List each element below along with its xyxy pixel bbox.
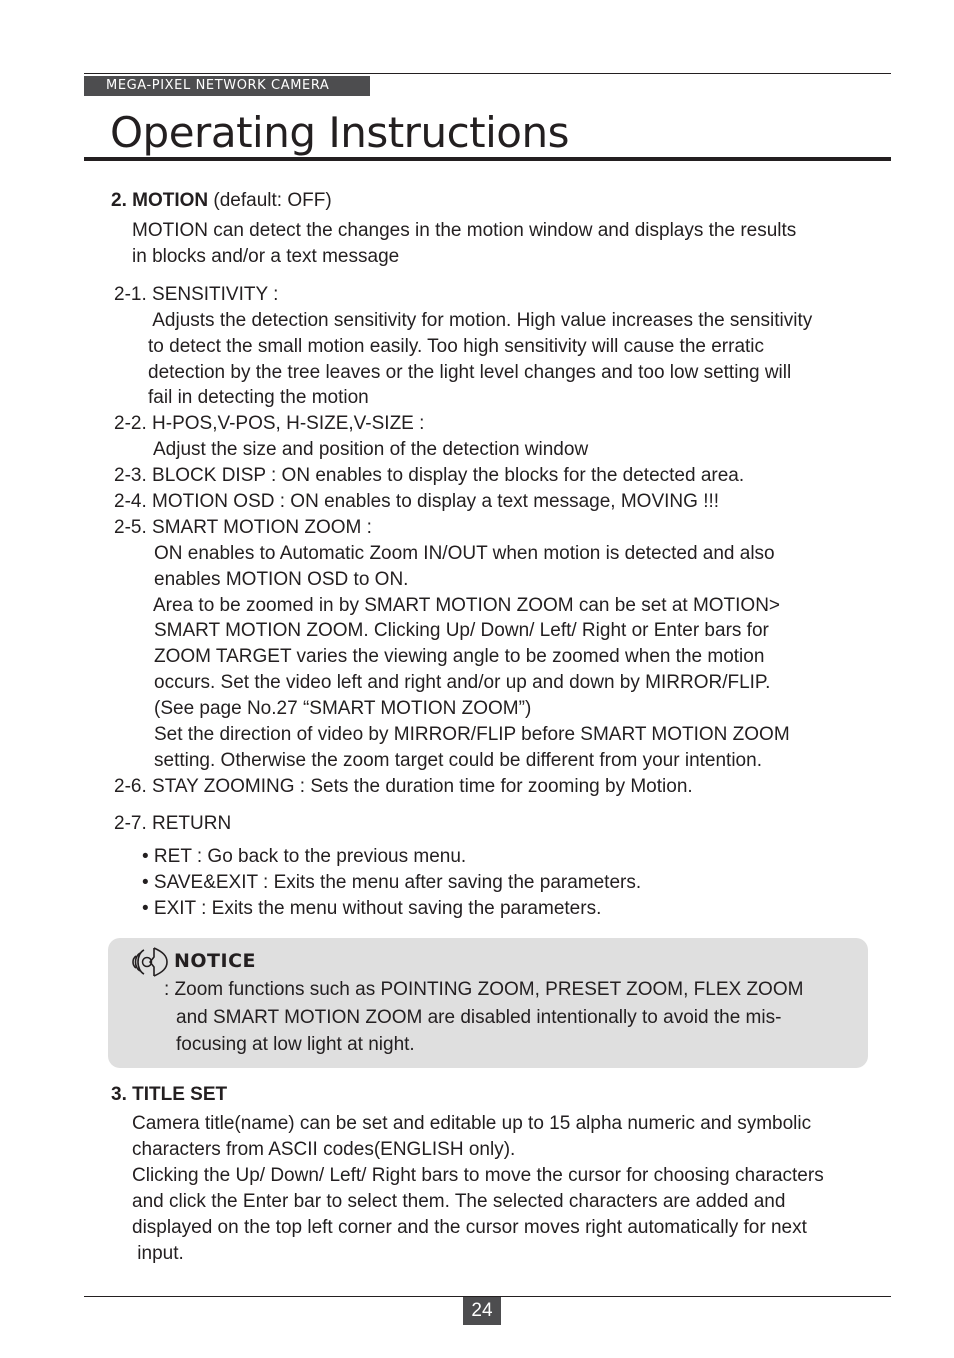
motion-osd: 2-4. MOTION OSD : ON enables to display a text message, MOVING !!! — [114, 491, 720, 512]
motion-desc-1: MOTION can detect the changes in the motion window and displays the results — [132, 220, 797, 241]
smz-line-7: (See page No.27 “SMART MOTION ZOOM”) — [154, 698, 532, 719]
notice-line-3: focusing at low light at night. — [176, 1034, 415, 1055]
bullet-save-exit: • SAVE&EXIT : Exits the menu after saving the parameters. — [142, 872, 642, 893]
header-tag: MEGA-PIXEL NETWORK CAMERA — [84, 76, 370, 96]
block-disp: 2-3. BLOCK DISP : ON enables to display the blocks for the detected area. — [114, 465, 745, 486]
smz-line-6: occurs. Set the video left and right and/or up and down by MIRROR/FLIP. — [154, 672, 771, 693]
sensitivity-line-3: detection by the tree leaves or the light level changes and too low setting will — [148, 362, 792, 383]
hpos-line-1: Adjust the size and position of the detection window — [153, 439, 589, 460]
hpos-title: 2-2. H-POS,V-POS, H-SIZE,V-SIZE : — [114, 413, 425, 434]
stay-zooming: 2-6. STAY ZOOMING : Sets the duration time for zooming by Motion. — [114, 776, 693, 797]
title-rule — [84, 157, 891, 161]
motion-desc-2: in blocks and/or a text message — [132, 246, 400, 267]
smz-line-3: Area to be zoomed in by SMART MOTION ZOOM can be set at MOTION> — [153, 595, 781, 616]
page-title: Operating Instructions — [110, 108, 569, 157]
smz-line-9: setting. Otherwise the zoom target could be different from your intention. — [154, 750, 762, 771]
notice-line-2: and SMART MOTION ZOOM are disabled intentionally to avoid the mis- — [176, 1007, 782, 1028]
title-set-line-3: Clicking the Up/ Down/ Left/ Right bars to move the cursor for choosing characters — [132, 1165, 824, 1186]
title-set-line-1: Camera title(name) can be set and editable up to 15 alpha numeric and symbolic — [132, 1113, 812, 1134]
sensitivity-line-2: to detect the small motion easily. Too high sensitivity will cause the erratic — [148, 336, 765, 357]
sensitivity-line-1: Adjusts the detection sensitivity for motion. High value increases the sensitivity — [148, 310, 813, 331]
title-set-line-4: and click the Enter bar to select them. The selected characters are added and — [132, 1191, 786, 1212]
sensitivity-title: 2-1. SENSITIVITY : — [114, 284, 279, 305]
smz-line-4: SMART MOTION ZOOM. Clicking Up/ Down/ Left/ Right or Enter bars for — [154, 620, 769, 641]
page-number: 24 — [463, 1297, 501, 1325]
top-rule — [84, 73, 891, 74]
return-title: 2-7. RETURN — [114, 813, 232, 834]
smz-line-8: Set the direction of video by MIRROR/FLIP before SMART MOTION ZOOM — [154, 724, 790, 745]
motion-heading: 2. MOTION — [111, 190, 209, 211]
smz-line-1: ON enables to Automatic Zoom IN/OUT when motion is detected and also — [154, 543, 775, 564]
notice-line-1: : Zoom functions such as POINTING ZOOM, PRESET ZOOM, FLEX ZOOM — [164, 979, 804, 1000]
motion-default: (default: OFF) — [208, 190, 332, 211]
smz-line-2: enables MOTION OSD to ON. — [154, 569, 409, 590]
motion-heading-line — [111, 188, 332, 214]
notice-speaker-icon — [130, 944, 170, 980]
title-set-heading: 3. TITLE SET — [111, 1084, 228, 1105]
title-set-line-2: characters from ASCII codes(ENGLISH only). — [132, 1139, 516, 1160]
title-set-line-5: displayed on the top left corner and the cursor moves right automatically for next — [132, 1217, 807, 1238]
title-set-line-6: input. — [132, 1243, 184, 1264]
notice-label: NOTICE — [174, 950, 257, 972]
bullet-exit: • EXIT : Exits the menu without saving the parameters. — [142, 898, 602, 919]
smz-line-5: ZOOM TARGET varies the viewing angle to be zoomed when the motion — [154, 646, 765, 667]
smart-motion-zoom-title: 2-5. SMART MOTION ZOOM : — [114, 517, 372, 538]
sensitivity-line-4: fail in detecting the motion — [148, 387, 369, 408]
bullet-ret: • RET : Go back to the previous menu. — [142, 846, 467, 867]
